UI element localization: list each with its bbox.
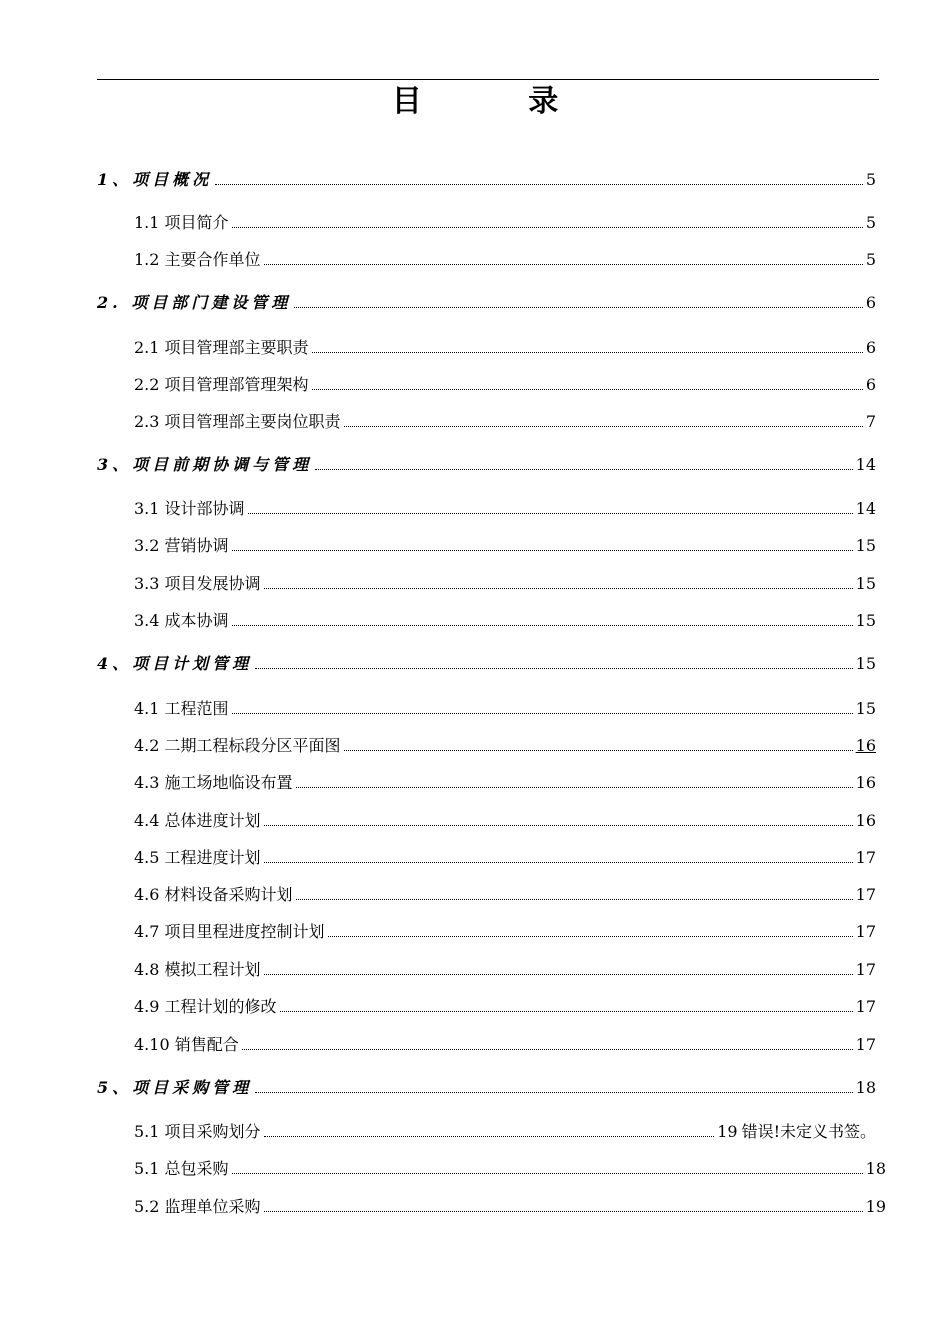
toc-section-entry[interactable] bbox=[134, 698, 876, 720]
toc-page-number: 14 bbox=[855, 499, 876, 518]
toc-section-entry[interactable] bbox=[134, 772, 876, 794]
toc-entry-label: 4.6 材料设备采购计划 bbox=[134, 885, 293, 904]
toc-page-number: 16 bbox=[855, 773, 876, 792]
toc-page-number: 18 bbox=[865, 1159, 886, 1178]
toc-page-number: 15 bbox=[855, 536, 876, 555]
toc-dot-leader bbox=[264, 264, 863, 265]
toc-entry-label: 1、项目概况 bbox=[97, 170, 213, 189]
toc-dot-leader bbox=[312, 352, 863, 353]
toc-dot-leader bbox=[264, 1211, 863, 1212]
toc-entry-label: 1.2 主要合作单位 bbox=[134, 250, 261, 269]
toc-section-entry[interactable] bbox=[134, 411, 876, 433]
toc-page-number: 18 bbox=[855, 1078, 876, 1097]
toc-dot-leader bbox=[232, 227, 863, 228]
toc-entry-label: 4.1 工程范围 bbox=[134, 699, 229, 718]
toc-page-number: 6 bbox=[865, 375, 876, 394]
toc-entry-label: 4.10 销售配合 bbox=[134, 1035, 239, 1054]
toc-entry-label: 5.1 项目采购划分 bbox=[134, 1122, 261, 1141]
toc-dot-leader bbox=[264, 825, 853, 826]
toc-dot-leader bbox=[312, 389, 863, 390]
toc-entry-label: 2.3 项目管理部主要岗位职责 bbox=[134, 412, 341, 431]
toc-entry-label: 4.8 模拟工程计划 bbox=[134, 960, 261, 979]
toc-page-number: 17 bbox=[855, 960, 876, 979]
toc-bookmark-error: 错误!未定义书签。 bbox=[741, 1122, 876, 1141]
toc-section-entry[interactable] bbox=[134, 249, 876, 271]
toc-entry-label: 4.9 工程计划的修改 bbox=[134, 997, 277, 1016]
toc-chapter-entry[interactable] bbox=[97, 1077, 876, 1099]
toc-section-entry[interactable] bbox=[134, 810, 876, 832]
toc-dot-leader bbox=[215, 184, 863, 185]
toc-section-entry[interactable] bbox=[134, 374, 876, 396]
toc-section-entry[interactable] bbox=[134, 610, 876, 632]
header-rule bbox=[97, 79, 879, 80]
toc-section-entry[interactable] bbox=[134, 921, 876, 943]
toc-page-number: 17 bbox=[855, 1035, 876, 1054]
toc-section-entry[interactable] bbox=[134, 1034, 876, 1056]
toc-page-number: 15 bbox=[855, 699, 876, 718]
toc-entry-label: 2.2 项目管理部管理架构 bbox=[134, 375, 309, 394]
toc-entry-label: 5.2 监理单位采购 bbox=[134, 1197, 261, 1216]
toc-section-entry[interactable] bbox=[134, 498, 876, 520]
toc-dot-leader bbox=[264, 588, 853, 589]
toc-chapter-entry[interactable] bbox=[97, 653, 876, 675]
toc-chapter-entry[interactable] bbox=[97, 292, 876, 314]
toc-dot-leader bbox=[344, 750, 853, 751]
toc-dot-leader bbox=[248, 513, 853, 514]
toc-dot-leader bbox=[264, 974, 853, 975]
toc-entry-label: 3.3 项目发展协调 bbox=[134, 574, 261, 593]
toc-dot-leader bbox=[255, 1092, 853, 1093]
toc-entry-label: 2. 项目部门建设管理 bbox=[97, 293, 292, 312]
toc-page-number: 7 bbox=[865, 412, 876, 431]
toc-dot-leader bbox=[315, 469, 853, 470]
toc-section-entry[interactable] bbox=[134, 212, 876, 234]
toc-section-entry[interactable] bbox=[134, 1158, 886, 1180]
toc-page-number: 6 bbox=[865, 338, 876, 357]
toc-section-entry[interactable] bbox=[134, 996, 876, 1018]
toc-entry-label: 4.4 总体进度计划 bbox=[134, 811, 261, 830]
toc-page-number: 6 bbox=[865, 293, 876, 312]
page-title: 目 录 bbox=[391, 84, 607, 119]
toc-dot-leader bbox=[344, 426, 863, 427]
toc-dot-leader bbox=[232, 713, 853, 714]
toc-section-entry[interactable] bbox=[134, 884, 876, 906]
toc-section-entry[interactable] bbox=[134, 735, 876, 757]
toc-entry-label: 4.3 施工场地临设布置 bbox=[134, 773, 293, 792]
toc-entry-label: 4.2 二期工程标段分区平面图 bbox=[134, 736, 341, 755]
toc-dot-leader bbox=[294, 307, 863, 308]
toc-page-number: 19 bbox=[717, 1122, 738, 1141]
toc-entry-label: 4、项目计划管理 bbox=[97, 654, 253, 673]
toc-entry-label: 3.2 营销协调 bbox=[134, 536, 229, 555]
toc-entry-label: 5.1 总包采购 bbox=[134, 1159, 229, 1178]
toc-page-number: 5 bbox=[865, 250, 876, 269]
toc-dot-leader bbox=[280, 1011, 853, 1012]
toc-section-entry[interactable] bbox=[134, 1196, 886, 1218]
toc-page-number: 5 bbox=[865, 213, 876, 232]
toc-dot-leader bbox=[255, 668, 853, 669]
toc-dot-leader bbox=[264, 862, 853, 863]
toc-page-number: 5 bbox=[865, 170, 876, 189]
toc-entry-label: 4.7 项目里程进度控制计划 bbox=[134, 922, 325, 941]
toc-page-number: 15 bbox=[855, 654, 876, 673]
toc-entry-label: 2.1 项目管理部主要职责 bbox=[134, 338, 309, 357]
toc-page-number: 16 bbox=[855, 736, 876, 755]
toc-entry-label: 4.5 工程进度计划 bbox=[134, 848, 261, 867]
toc-page-number: 19 bbox=[865, 1197, 886, 1216]
toc-entry-label: 1.1 项目简介 bbox=[134, 213, 229, 232]
toc-section-entry[interactable] bbox=[134, 535, 876, 557]
toc-dot-leader bbox=[242, 1049, 853, 1050]
toc-page-number: 15 bbox=[855, 574, 876, 593]
toc-entry-label: 3、项目前期协调与管理 bbox=[97, 455, 313, 474]
toc-page-number: 17 bbox=[855, 997, 876, 1016]
toc-dot-leader bbox=[296, 787, 853, 788]
toc-dot-leader bbox=[232, 625, 853, 626]
toc-section-entry[interactable] bbox=[134, 337, 876, 359]
toc-dot-leader bbox=[296, 899, 853, 900]
toc-entry-label: 3.1 设计部协调 bbox=[134, 499, 245, 518]
toc-dot-leader bbox=[264, 1136, 715, 1137]
toc-page-number: 17 bbox=[855, 922, 876, 941]
toc-section-entry[interactable] bbox=[134, 959, 876, 981]
toc-chapter-entry[interactable] bbox=[97, 169, 876, 191]
toc-entry-label: 5、项目采购管理 bbox=[97, 1078, 253, 1097]
toc-page-number: 17 bbox=[855, 885, 876, 904]
toc-page-number: 15 bbox=[855, 611, 876, 630]
toc-page-number: 17 bbox=[855, 848, 876, 867]
toc-entry-label: 3.4 成本协调 bbox=[134, 611, 229, 630]
toc-dot-leader bbox=[232, 1173, 863, 1174]
toc-page-number: 16 bbox=[855, 811, 876, 830]
toc-chapter-entry[interactable] bbox=[97, 454, 876, 476]
toc-page-number: 14 bbox=[855, 455, 876, 474]
toc-dot-leader bbox=[232, 550, 853, 551]
toc-section-entry[interactable] bbox=[134, 847, 876, 869]
toc-section-entry[interactable] bbox=[134, 573, 876, 595]
toc-section-entry[interactable] bbox=[134, 1121, 876, 1143]
toc-dot-leader bbox=[328, 936, 853, 937]
